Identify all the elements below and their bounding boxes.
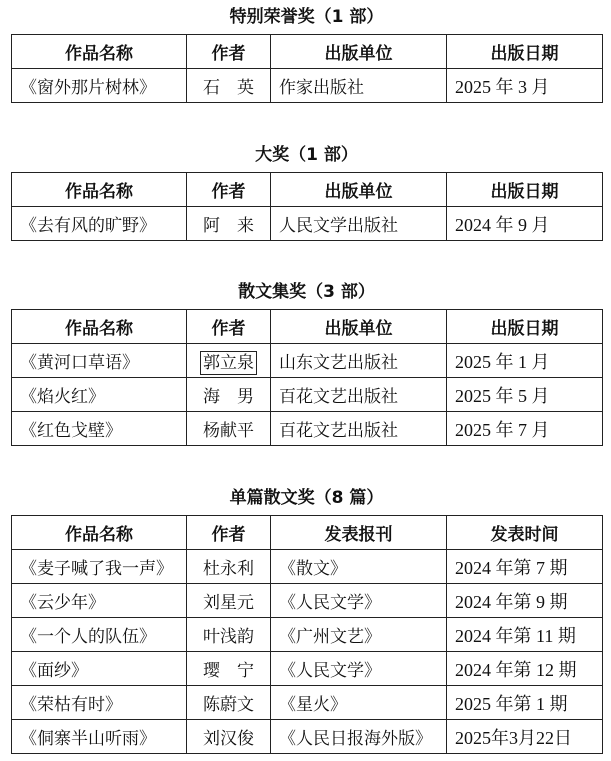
table-row <box>12 584 603 618</box>
work-title: 《云少年》 <box>12 584 187 618</box>
date: 2025 年 1 月 <box>447 344 603 378</box>
author: 杜永利 <box>187 550 271 584</box>
journal: 《广州文艺》 <box>271 618 447 652</box>
table-row <box>12 69 603 103</box>
section-special-honor <box>11 6 602 103</box>
work-title: 《去有风的旷野》 <box>12 207 187 241</box>
date: 2025 年 3 月 <box>447 69 603 103</box>
award-table <box>11 34 603 103</box>
publisher: 人民文学出版社 <box>271 207 447 241</box>
section-title: 特别荣誉奖（1 部） <box>229 7 384 27</box>
table-header-row <box>12 173 603 207</box>
table-row <box>12 550 603 584</box>
author: 刘星元 <box>187 584 271 618</box>
header-publisher: 出版单位 <box>271 310 447 344</box>
author: 石 英 <box>187 69 271 103</box>
header-title: 作品名称 <box>12 35 187 69</box>
header-published-time: 发表时间 <box>447 516 603 550</box>
header-journal: 发表报刊 <box>271 516 447 550</box>
table-row <box>12 720 603 754</box>
header-title: 作品名称 <box>12 516 187 550</box>
section-title: 大奖（1 部） <box>255 145 358 165</box>
section-single-essay <box>11 487 602 754</box>
date: 2025 年 5 月 <box>447 378 603 412</box>
header-title: 作品名称 <box>12 310 187 344</box>
author: 刘汉俊 <box>187 720 271 754</box>
table-row <box>12 412 603 446</box>
table-row <box>12 686 603 720</box>
publisher: 百花文艺出版社 <box>271 378 447 412</box>
work-title: 《面纱》 <box>12 652 187 686</box>
author: 海 男 <box>187 378 271 412</box>
author: 郭立泉 <box>200 351 257 375</box>
award-table <box>11 309 603 446</box>
work-title: 《荣枯有时》 <box>12 686 187 720</box>
journal: 《人民文学》 <box>271 584 447 618</box>
work-title: 《红色戈壁》 <box>12 412 187 446</box>
work-title: 《一个人的队伍》 <box>12 618 187 652</box>
publisher: 百花文艺出版社 <box>271 412 447 446</box>
section-title: 散文集奖（3 部） <box>238 282 375 302</box>
table-row <box>12 618 603 652</box>
work-title: 《窗外那片树林》 <box>12 69 187 103</box>
author: 陈蔚文 <box>187 686 271 720</box>
publisher: 山东文艺出版社 <box>271 344 447 378</box>
table-row <box>12 344 603 378</box>
author-cell <box>187 344 271 378</box>
date: 2024 年第 7 期 <box>447 550 603 584</box>
table-header-row <box>12 516 603 550</box>
header-author: 作者 <box>187 173 271 207</box>
award-table <box>11 172 603 241</box>
work-title: 《焰火红》 <box>12 378 187 412</box>
header-author: 作者 <box>187 35 271 69</box>
table-row <box>12 378 603 412</box>
header-publisher: 出版单位 <box>271 35 447 69</box>
work-title: 《黄河口草语》 <box>12 344 187 378</box>
journal: 《人民日报海外版》 <box>271 720 447 754</box>
table-header-row <box>12 310 603 344</box>
section-grand-prize <box>11 144 602 241</box>
table-row <box>12 652 603 686</box>
work-title: 《侗寨半山听雨》 <box>12 720 187 754</box>
date: 2024 年第 12 期 <box>447 652 603 686</box>
header-title: 作品名称 <box>12 173 187 207</box>
date: 2024 年第 11 期 <box>447 618 603 652</box>
table-row <box>12 207 603 241</box>
author: 叶浅韵 <box>187 618 271 652</box>
table-header-row <box>12 35 603 69</box>
header-author: 作者 <box>187 516 271 550</box>
date: 2025 年 7 月 <box>447 412 603 446</box>
work-title: 《麦子喊了我一声》 <box>12 550 187 584</box>
award-table <box>11 515 603 754</box>
header-date: 出版日期 <box>447 310 603 344</box>
header-date: 出版日期 <box>447 173 603 207</box>
author: 杨献平 <box>187 412 271 446</box>
journal: 《散文》 <box>271 550 447 584</box>
author: 璎 宁 <box>187 652 271 686</box>
section-title: 单篇散文奖（8 篇） <box>229 488 384 508</box>
header-author: 作者 <box>187 310 271 344</box>
header-publisher: 出版单位 <box>271 173 447 207</box>
section-essay-collection <box>11 281 602 446</box>
date: 2024 年第 9 期 <box>447 584 603 618</box>
journal: 《人民文学》 <box>271 652 447 686</box>
date: 2024 年 9 月 <box>447 207 603 241</box>
header-date: 出版日期 <box>447 35 603 69</box>
author: 阿 来 <box>187 207 271 241</box>
publisher: 作家出版社 <box>271 69 447 103</box>
journal: 《星火》 <box>271 686 447 720</box>
date: 2025年3月22日 <box>447 720 603 754</box>
date: 2025 年第 1 期 <box>447 686 603 720</box>
